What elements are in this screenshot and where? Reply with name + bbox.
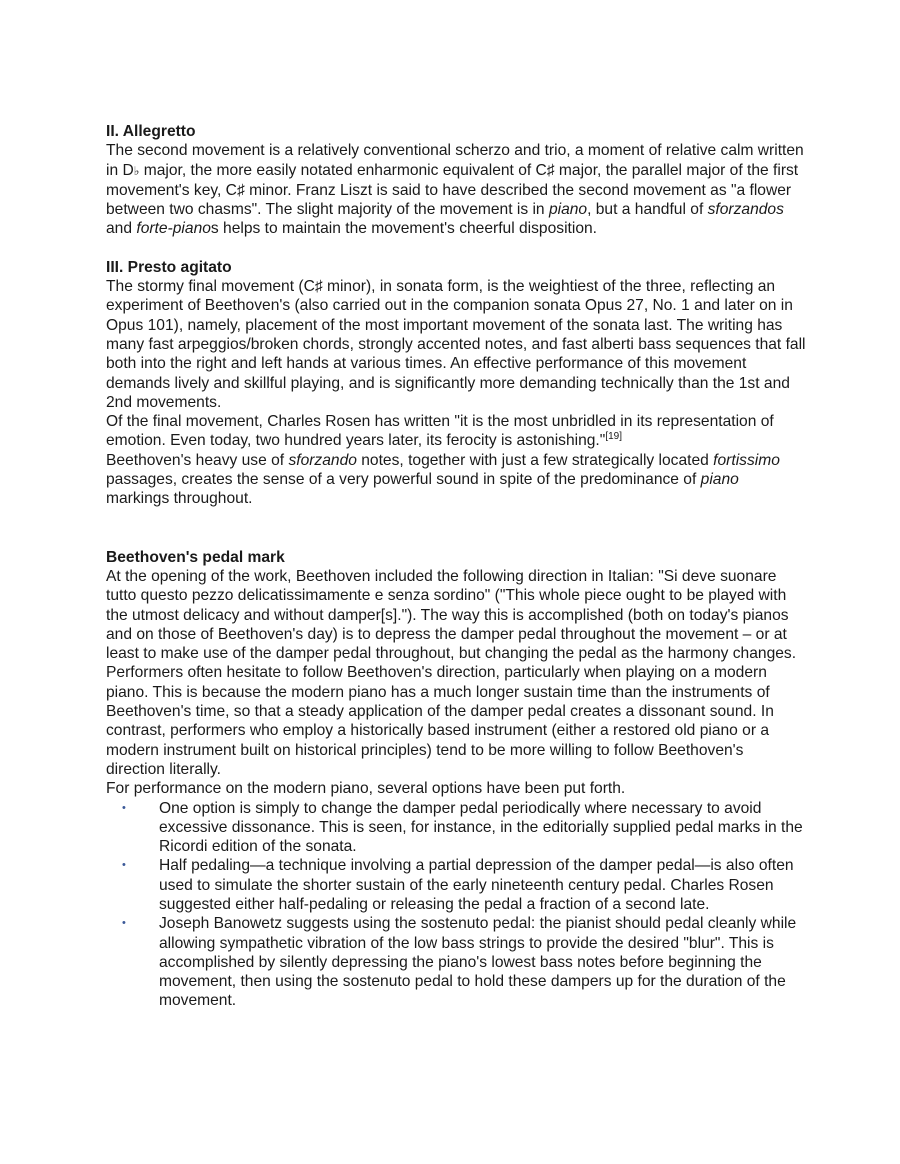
heading-presto-agitato: III. Presto agitato xyxy=(106,258,232,276)
heading-pedal-mark: Beethoven's pedal mark xyxy=(106,548,285,566)
paragraph-allegretto xyxy=(106,141,806,238)
text-run: and xyxy=(106,220,137,238)
list-item xyxy=(106,914,806,1010)
list-item xyxy=(106,856,806,914)
text-run: The second movement is a relatively conventional scherzo and trio, a moment of relative calm written in D xyxy=(106,142,804,179)
paragraph-pedal-2: Performers often hesitate to follow Beethoven's direction, particularly when playing on a modern piano. This is because the modern piano has a much longer sustain time than the instruments of Beethoven's time, so that a steady application of the damper pedal creates a dissonant sound. In contrast, performers who employ a historically based instrument (either a restored old piano or a modern instrument built on historical principles) tend to be more willing to follow Beethoven's direction literally. xyxy=(106,664,774,778)
list-item-text: Joseph Banowetz suggests using the sostenuto pedal: the pianist should pedal cleanly while allowing sympathetic vibration of the low bass strings to provide the desired "blur". This is accomplished by silently depressing the piano's lowest bass notes before beginning the movement, then using the sostenuto pedal to hold these dampers up for the duration of the movement. xyxy=(159,915,797,1010)
italic-term-forte-piano: forte-piano xyxy=(136,220,211,238)
options-list xyxy=(106,799,806,1011)
text-run: major, the more easily notated enharmonic equivalent of C♯ major, the parallel major of the first movement's key, C♯ minor. Franz Liszt is said to have described the second movement as "a flower between two chasms". The slight majority of the movement is in xyxy=(106,161,799,219)
list-item xyxy=(106,799,806,857)
spacer xyxy=(106,509,806,548)
paragraph-presto-1: The stormy final movement (C♯ minor), in sonata form, is the weightiest of the three, reflecting an experiment of Beethoven's (also carried out in the companion sonata Opus 27, No. 1 and later on in Opus 101), namely, placement of the most important movement of the sonata last. The writing has many fast arpeggios/broken chords, strongly accented notes, and fast alberti bass sequences that fall both into the right and left hands at various times. An effective performance of this movement demands lively and skillful playing, and is significantly more demanding technically than the 1st and 2nd movements. xyxy=(106,278,806,411)
italic-term-piano: piano xyxy=(548,201,588,219)
italic-term-fortissimo: fortissimo xyxy=(713,451,780,469)
italic-term-sforzando: sforzando xyxy=(288,451,357,469)
text-run: s helps to maintain the movement's cheerful disposition. xyxy=(210,220,598,238)
italic-term-sforzandos: sforzandos xyxy=(707,201,784,219)
document-page xyxy=(106,122,806,1011)
text-run: Of the final movement, Charles Rosen has written "it is the most unbridled in its representation of emotion. Even today, two hundred years later, its ferocity is astonishing." xyxy=(106,413,774,450)
text-run: markings throughout. xyxy=(106,490,253,508)
list-item-text: One option is simply to change the damper pedal periodically where necessary to avoid excessive dissonance. This is seen, for instance, in the editorially supplied pedal marks in the Ricordi edition of the sonata. xyxy=(159,799,803,856)
flat-sign: ♭ xyxy=(133,163,140,178)
paragraph-pedal-1: At the opening of the work, Beethoven included the following direction in Italian: "Si deve suonare tutto questo pezzo delicatissimamente e senza sordino" ("This whole piece ought to be played with the utmost delicacy and without damper[s]."). The way this is accomplished (both on today's pianos and on those of Beethoven's day) is to depress the damper pedal throughout the movement – or at least to make use of the damper pedal throughout, but changing the pedal as the harmony changes. xyxy=(106,567,797,663)
text-run: , but a handful of xyxy=(587,201,708,219)
text-run: Beethoven's heavy use of xyxy=(106,451,289,469)
paragraph-presto-2 xyxy=(106,412,806,451)
italic-term-piano: piano xyxy=(700,471,739,489)
heading-allegretto: II. Allegretto xyxy=(106,123,196,140)
text-run: passages, creates the sense of a very powerful sound in spite of the predominance of xyxy=(106,471,701,489)
citation-link[interactable]: [19] xyxy=(605,431,622,443)
bullet-icon: • xyxy=(122,859,126,872)
bullet-icon: • xyxy=(122,917,126,930)
spacer xyxy=(106,239,806,258)
bullet-icon: • xyxy=(122,801,126,814)
paragraph-pedal-3: For performance on the modern piano, several options have been put forth. xyxy=(106,780,626,798)
text-run: notes, together with just a few strategically located xyxy=(356,451,714,469)
list-item-text: Half pedaling—a technique involving a partial depression of the damper pedal—is also often used to simulate the shorter sustain of the early nineteenth century pedal. Charles Rosen suggested either half-pedaling or releasing the pedal a fraction of a second late. xyxy=(159,857,794,913)
paragraph-presto-3 xyxy=(106,451,806,509)
